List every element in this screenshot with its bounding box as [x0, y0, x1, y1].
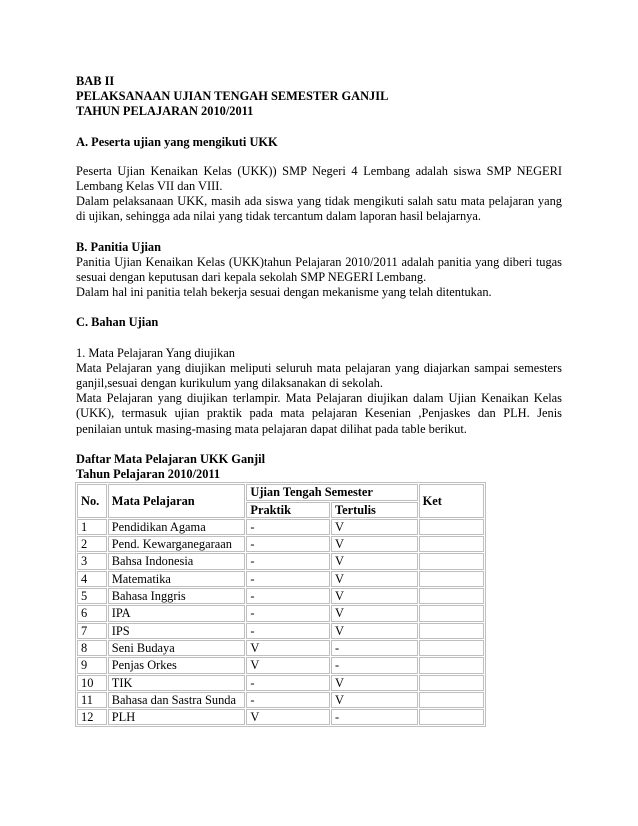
cell-ket: [419, 553, 484, 569]
section-a-line: di ujikan, sehingga ada nilai yang tidak tercantum dalam laporan hasil belajarnya.: [76, 209, 481, 224]
cell-mata-pelajaran: Penjas Orkes: [108, 657, 246, 673]
cell-ket: [419, 623, 484, 639]
cell-mata-pelajaran: Matematika: [108, 571, 246, 587]
table-row: [77, 675, 484, 691]
section-c-line: Mata Pelajaran yang diujikan terlampir. Mata Pelajaran diujikan dalam Ujian Kenaikan Kelas: [76, 391, 562, 406]
cell-no: 5: [77, 588, 107, 604]
section-c-heading: C. Bahan Ujian: [76, 315, 159, 330]
table-row: [77, 709, 484, 725]
cell-ket: [419, 657, 484, 673]
cell-praktik: -: [246, 605, 330, 621]
table-header-row: [77, 484, 484, 500]
cell-praktik: -: [246, 553, 330, 569]
section-b-line: sesuai dengan keputusan dari kepala sekolah SMP NEGERI Lembang.: [76, 270, 427, 285]
section-a-body: [76, 164, 562, 225]
cell-ket: [419, 571, 484, 587]
cell-tertulis: V: [331, 536, 418, 552]
cell-mata-pelajaran: IPS: [108, 623, 246, 639]
table-row: [77, 519, 484, 535]
cell-tertulis: V: [331, 692, 418, 708]
header-ket: Ket: [419, 484, 484, 518]
header-praktik: Praktik: [246, 502, 330, 518]
chapter-year: TAHUN PELAJARAN 2010/2011: [76, 104, 254, 119]
cell-no: 8: [77, 640, 107, 656]
cell-ket: [419, 640, 484, 656]
section-c-line: ganjil,sesuai dengan kurikulum yang dilaksanakan di sekolah.: [76, 376, 383, 391]
table-row: [77, 588, 484, 604]
section-a-heading: A. Peserta ujian yang mengikuti UKK: [76, 134, 278, 149]
section-b-line: Dalam hal ini panitia telah bekerja sesuai dengan mekanisme yang telah ditentukan.: [76, 285, 492, 300]
table-row: [77, 623, 484, 639]
section-c-body: [76, 361, 562, 437]
cell-tertulis: V: [331, 623, 418, 639]
chapter-header: [76, 74, 562, 120]
cell-praktik: -: [246, 623, 330, 639]
cell-mata-pelajaran: Bahasa Inggris: [108, 588, 246, 604]
cell-no: 9: [77, 657, 107, 673]
cell-praktik: V: [246, 709, 330, 725]
document-page: [76, 74, 562, 727]
cell-praktik: -: [246, 675, 330, 691]
table-subtitle-line: Tahun Pelajaran 2010/2011: [76, 467, 221, 482]
cell-tertulis: V: [331, 605, 418, 621]
section-c-line: (UKK), termasuk ujian praktik pada mata pelajaran Kesenian ,Penjaskes dan PLH. Jenis: [76, 406, 562, 421]
table-row: [77, 553, 484, 569]
cell-ket: [419, 605, 484, 621]
cell-no: 12: [77, 709, 107, 725]
cell-no: 1: [77, 519, 107, 535]
cell-praktik: -: [246, 536, 330, 552]
section-c-line: penilaian untuk masing-masing mata pelajaran dapat dilihat pada table berikut.: [76, 421, 467, 436]
table-row: [77, 571, 484, 587]
cell-praktik: -: [246, 571, 330, 587]
header-ujian-group: Ujian Tengah Semester: [246, 484, 417, 500]
cell-ket: [419, 519, 484, 535]
chapter-title: PELAKSANAAN UJIAN TENGAH SEMESTER GANJIL: [76, 89, 389, 104]
cell-praktik: V: [246, 640, 330, 656]
cell-ket: [419, 692, 484, 708]
header-mata-pelajaran: Mata Pelajaran: [108, 484, 246, 518]
cell-ket: [419, 536, 484, 552]
table-title: [76, 452, 562, 482]
cell-ket: [419, 675, 484, 691]
cell-ket: [419, 709, 484, 725]
table-row: [77, 640, 484, 656]
cell-no: 2: [77, 536, 107, 552]
section-c-list-item: 1. Mata Pelajaran Yang diujikan: [76, 345, 235, 360]
cell-mata-pelajaran: TIK: [108, 675, 246, 691]
cell-tertulis: -: [331, 640, 418, 656]
subject-table: [75, 482, 486, 727]
cell-praktik: -: [246, 588, 330, 604]
cell-mata-pelajaran: IPA: [108, 605, 246, 621]
table-row: [77, 605, 484, 621]
cell-tertulis: -: [331, 709, 418, 725]
header-tertulis: Tertulis: [331, 502, 418, 518]
cell-no: 6: [77, 605, 107, 621]
cell-praktik: -: [246, 692, 330, 708]
cell-mata-pelajaran: PLH: [108, 709, 246, 725]
header-no: No.: [77, 484, 107, 518]
table-title-line: Daftar Mata Pelajaran UKK Ganjil: [76, 451, 266, 466]
cell-mata-pelajaran: Seni Budaya: [108, 640, 246, 656]
section-a-line: Peserta Ujian Kenaikan Kelas (UKK)) SMP Negeri 4 Lembang adalah siswa SMP NEGERI: [76, 163, 562, 178]
section-a-line: Dalam pelaksanaan UKK, masih ada siswa yang tidak mengikuti salah satu mata pelajaran yang: [76, 194, 562, 209]
cell-no: 10: [77, 675, 107, 691]
section-b-line: Panitia Ujian Kenaikan Kelas (UKK)tahun Pelajaran 2010/2011 adalah panitia yang diberi tugas: [76, 254, 562, 269]
table-row: [77, 692, 484, 708]
cell-no: 7: [77, 623, 107, 639]
cell-tertulis: V: [331, 588, 418, 604]
section-a-line: Lembang Kelas VII dan VIII.: [76, 179, 223, 194]
cell-ket: [419, 588, 484, 604]
section-b-heading: B. Panitia Ujian: [76, 239, 162, 254]
cell-no: 3: [77, 553, 107, 569]
table-row: [77, 657, 484, 673]
section-b-body: [76, 255, 562, 301]
cell-mata-pelajaran: Pend. Kewarganegaraan: [108, 536, 246, 552]
cell-no: 4: [77, 571, 107, 587]
cell-praktik: V: [246, 657, 330, 673]
cell-tertulis: V: [331, 571, 418, 587]
cell-tertulis: V: [331, 675, 418, 691]
chapter-number: BAB II: [76, 74, 115, 88]
cell-praktik: -: [246, 519, 330, 535]
cell-no: 11: [77, 692, 107, 708]
cell-tertulis: V: [331, 519, 418, 535]
section-c-line: Mata Pelajaran yang diujikan meliputi seluruh mata pelajaran yang diajarkan sampai semesters: [76, 360, 562, 375]
cell-mata-pelajaran: Bahasa dan Sastra Sunda: [108, 692, 246, 708]
cell-tertulis: V: [331, 553, 418, 569]
cell-mata-pelajaran: Pendidikan Agama: [108, 519, 246, 535]
table-row: [77, 536, 484, 552]
cell-mata-pelajaran: Bahsa Indonesia: [108, 553, 246, 569]
cell-tertulis: -: [331, 657, 418, 673]
